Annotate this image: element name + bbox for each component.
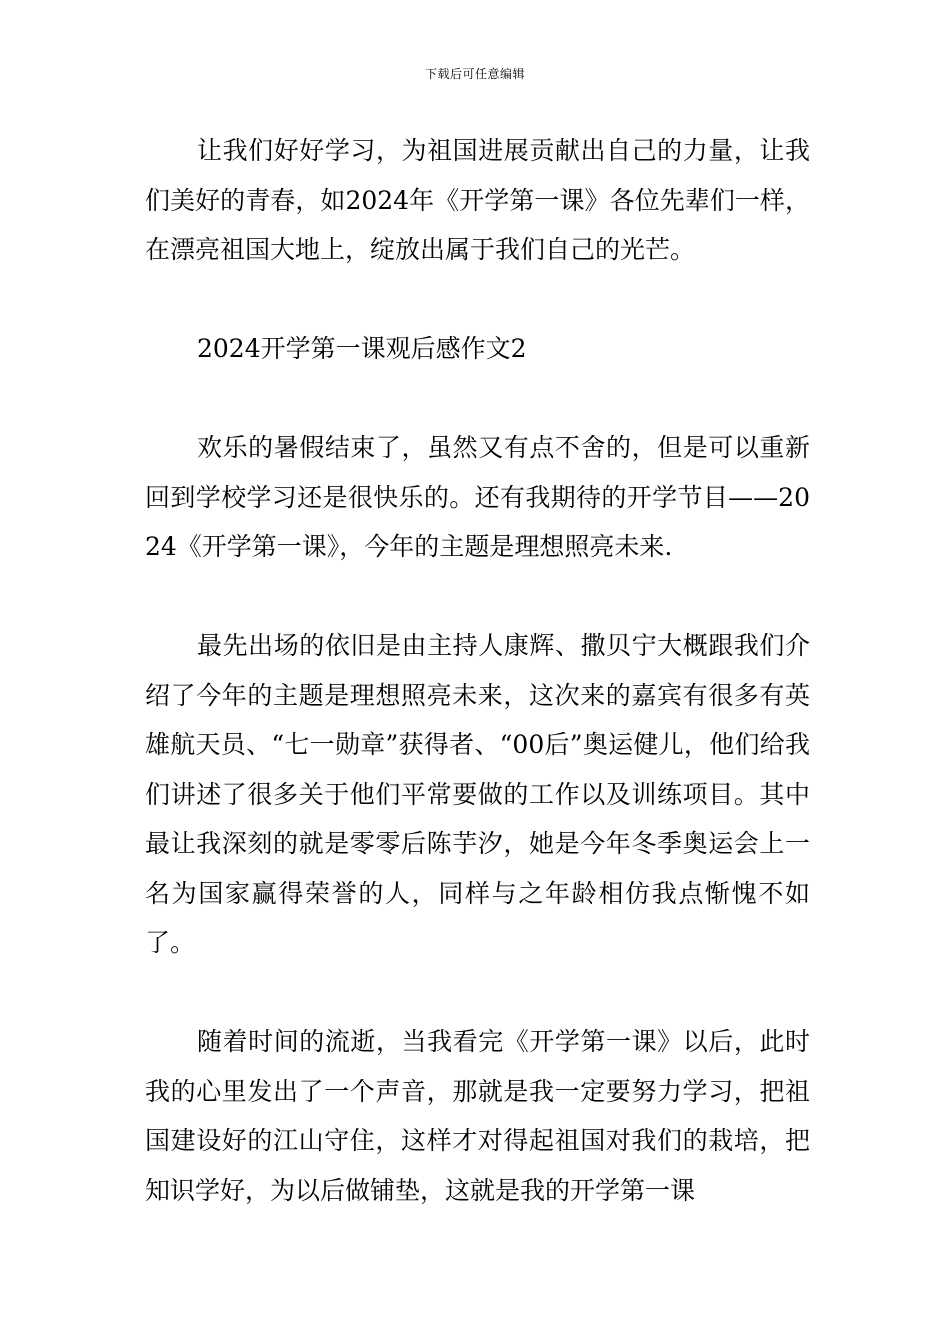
paragraph-gap xyxy=(145,968,810,1018)
paragraph-hosts-guests: 最先出场的依旧是由主持人康辉、撒贝宁大概跟我们介绍了今年的主题是理想照亮未来，这次来的嘉宾有很多有英雄航天员、“七一勋章”获得者、“00后”奥运健儿，他们给我们讲述了很多关于他们平常要做的工作以及训练项目。其中最让我深刻的就是零零后陈芋汐，她是今年冬季奥运会上一名为国家赢得荣誉的人，同样与之年龄相仿我点惭愧不如了。 xyxy=(145,631,810,957)
paragraph-gap xyxy=(145,572,810,622)
paragraph-reflection: 随着时间的流逝，当我看完《开学第一课》以后，此时我的心里发出了一个声音，那就是我一定要努力学习，把祖国建设好的江山守住，这样才对得起祖国对我们的栽培，把知识学好，为以后做铺垫，这就是我的开学第一课 xyxy=(145,1027,810,1205)
paragraph-summer-end: 欢乐的暑假结束了，虽然又有点不舍的，但是可以重新回到学校学习还是很快乐的。还有我期待的开学节目——2024《开学第一课》，今年的主题是理想照亮未来. xyxy=(145,433,810,561)
paragraph-closing-intro: 让我们好好学习，为祖国进展贡献出自己的力量，让我们美好的青春，如2024年《开学第一课》各位先辈们一样，在漂亮祖国大地上，绽放出属于我们自己的光芒。 xyxy=(145,136,810,264)
document-body xyxy=(145,126,810,1215)
paragraph-gap xyxy=(145,275,810,325)
section-heading: 2024开学第一课观后感作文2 xyxy=(197,334,527,363)
header-note: 下载后可任意编辑 xyxy=(424,67,525,81)
paragraph-gap xyxy=(145,374,810,424)
